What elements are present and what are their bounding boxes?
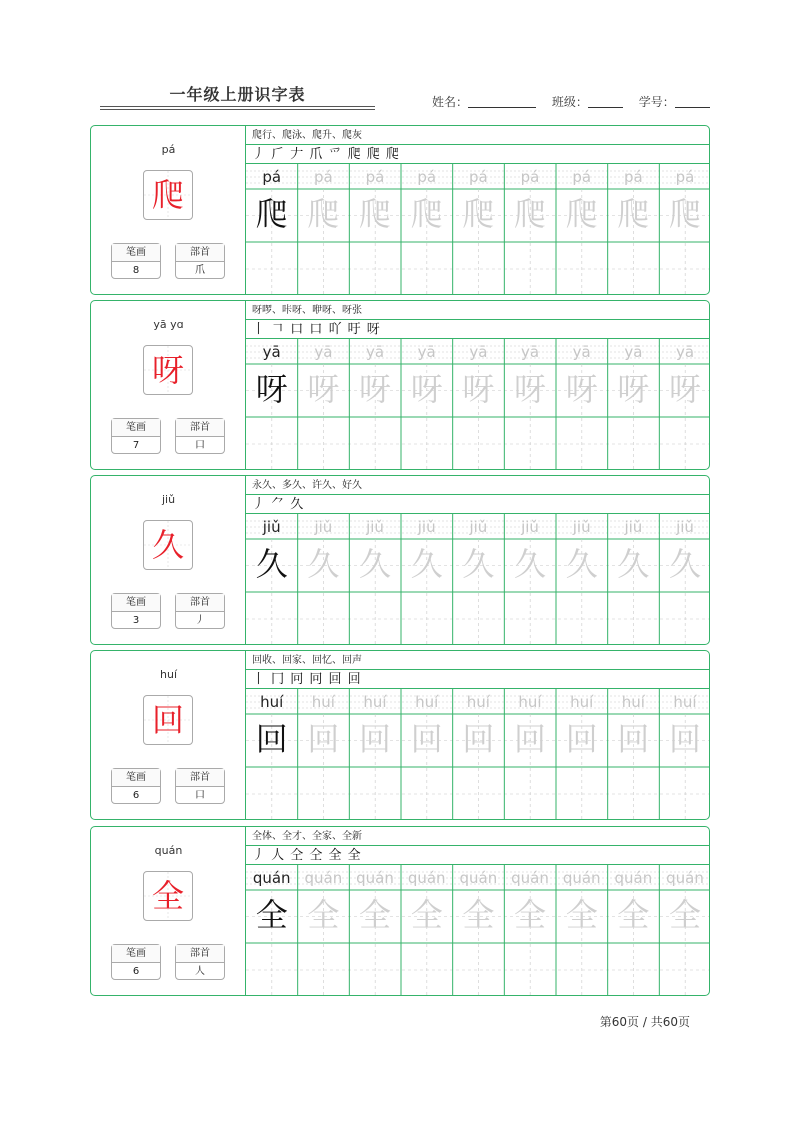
grid-pinyin: jiǔ: [624, 518, 643, 536]
stroke-count-box: [111, 768, 161, 804]
grid-pinyin: pá: [675, 168, 695, 186]
character-info-panel: [91, 651, 246, 819]
grid-hanzi: 全: [668, 896, 701, 934]
grid-hanzi: 呀: [307, 370, 340, 408]
grid-pinyin: quán: [666, 869, 704, 887]
radical-box: [175, 768, 225, 804]
grid-hanzi: 久: [358, 545, 391, 583]
grid-hanzi: 回: [307, 720, 340, 758]
character-large: 回: [151, 701, 184, 739]
example-words: 全体、全才、全家、全新: [246, 827, 710, 846]
grid-pinyin: yā: [365, 343, 385, 361]
grid-pinyin: jiǔ: [572, 518, 591, 536]
radical-value: 口: [195, 790, 205, 801]
radical-label: 部首: [176, 769, 224, 787]
grid-pinyin: huí: [260, 693, 284, 711]
stroke-count-label: 笔画: [112, 419, 160, 437]
radical-label: 部首: [176, 945, 224, 963]
grid-pinyin: pá: [417, 168, 437, 186]
page-title: 一年级上册识字表: [169, 85, 306, 104]
grid-hanzi: 回: [358, 720, 391, 758]
title-underline-2: [100, 109, 375, 110]
practice-panel: [246, 301, 710, 469]
grid-hanzi: 呀: [410, 370, 443, 408]
grid-hanzi: 呀: [255, 370, 288, 408]
character-info-panel: [91, 476, 246, 644]
character-large: 全: [151, 877, 184, 915]
stroke-count-label: 笔画: [112, 945, 160, 963]
grid-pinyin: pá: [365, 168, 385, 186]
grid-hanzi: 全: [617, 896, 650, 934]
grid-hanzi: 呀: [617, 370, 650, 408]
stroke-order: 丿 𠂆 𠂇 爪 爫 爬 爬 爬: [246, 145, 710, 164]
grid-pinyin: quán: [511, 869, 549, 887]
radical-label: 部首: [176, 244, 224, 262]
grid-hanzi: 全: [255, 896, 288, 934]
grid-hanzi: 回: [255, 720, 288, 758]
grid-pinyin: jiǔ: [417, 518, 436, 536]
grid-hanzi: 爬: [565, 195, 598, 233]
grid-pinyin: pá: [520, 168, 540, 186]
stroke-count-box: [111, 243, 161, 279]
student-no-label: 学号：: [638, 95, 675, 109]
grid-hanzi: 爬: [255, 195, 288, 233]
grid-hanzi: 全: [565, 896, 598, 934]
grid-hanzi: 爬: [410, 195, 443, 233]
grid-pinyin: huí: [311, 693, 335, 711]
character-card: [90, 125, 710, 295]
stroke-count-box: [111, 944, 161, 980]
grid-pinyin: quán: [356, 869, 394, 887]
example-words: 回收、回家、回忆、回声: [246, 651, 710, 670]
grid-hanzi: 全: [410, 896, 443, 934]
grid-pinyin: jiǔ: [262, 518, 281, 536]
stroke-count-label: 笔画: [112, 244, 160, 262]
character-card: [90, 826, 710, 996]
character-large: 呀: [151, 351, 184, 389]
stroke-order: 丨 𠃍 口 口 吖 吁 呀: [246, 320, 710, 339]
grid-hanzi: 呀: [358, 370, 391, 408]
practice-panel: [246, 476, 710, 644]
grid-hanzi: 全: [462, 896, 495, 934]
grid-hanzi: 久: [307, 545, 340, 583]
character-card: [90, 300, 710, 470]
character-pinyin: pá: [161, 143, 176, 156]
radical-value: 爪: [195, 265, 205, 276]
radical-box: [175, 593, 225, 629]
class-field[interactable]: [588, 95, 623, 108]
grid-pinyin: yā: [262, 343, 281, 361]
character-info-panel: [91, 827, 246, 995]
grid-pinyin: pá: [572, 168, 592, 186]
grid-pinyin: yā: [520, 343, 540, 361]
character-pinyin: quán: [154, 844, 183, 857]
grid-hanzi: 全: [358, 896, 391, 934]
character-pinyin: yā yɑ: [153, 318, 184, 331]
grid-hanzi: 久: [462, 545, 495, 583]
grid-hanzi: 呀: [462, 370, 495, 408]
character-pinyin: huí: [160, 668, 177, 681]
grid-hanzi: 回: [617, 720, 650, 758]
grid-hanzi: 久: [410, 545, 443, 583]
grid-hanzi: 回: [410, 720, 443, 758]
grid-hanzi: 呀: [513, 370, 546, 408]
title-underline-1: [100, 106, 375, 107]
grid-hanzi: 回: [462, 720, 495, 758]
grid-hanzi: 全: [513, 896, 546, 934]
grid-pinyin: jiǔ: [469, 518, 488, 536]
grid-pinyin: yā: [417, 343, 436, 361]
stroke-count-value: 7: [132, 440, 140, 451]
grid-hanzi: 爬: [513, 195, 546, 233]
character-display-box: [143, 871, 193, 921]
example-words: 爬行、爬泳、爬升、爬灰: [246, 126, 710, 145]
practice-panel: [246, 651, 710, 819]
page-number: 第60页 / 共60页: [599, 1015, 690, 1029]
grid-pinyin: huí: [673, 693, 697, 711]
grid-pinyin: pá: [469, 168, 488, 186]
grid-hanzi: 回: [565, 720, 598, 758]
grid-pinyin: quán: [407, 869, 446, 887]
grid-pinyin: quán: [304, 869, 343, 887]
stroke-order: 丿 人 仝 仝 全 全: [246, 846, 710, 865]
student-no-field[interactable]: [675, 95, 710, 108]
grid-pinyin: yā: [572, 343, 591, 361]
stroke-count-box: [111, 418, 161, 454]
stroke-count-label: 笔画: [112, 594, 160, 612]
character-large: 久: [151, 526, 184, 564]
grid-hanzi: 久: [617, 545, 650, 583]
grid-pinyin: yā: [624, 343, 643, 361]
grid-pinyin: pá: [624, 168, 643, 186]
character-large: 爬: [151, 176, 184, 214]
radical-box: [175, 418, 225, 454]
grid-hanzi: 久: [565, 545, 598, 583]
grid-pinyin: huí: [466, 693, 490, 711]
character-display-box: [143, 695, 193, 745]
stroke-count-box: [111, 593, 161, 629]
grid-pinyin: quán: [459, 869, 498, 887]
radical-value: 口: [195, 440, 205, 451]
grid-pinyin: huí: [621, 693, 645, 711]
radical-label: 部首: [176, 419, 224, 437]
grid-pinyin: jiǔ: [521, 518, 539, 536]
stroke-count-value: 6: [132, 790, 140, 801]
character-info-panel: [91, 126, 246, 294]
radical-box: [175, 944, 225, 980]
class-label: 班级：: [551, 95, 588, 109]
grid-hanzi: 呀: [668, 370, 701, 408]
character-display-box: [143, 520, 193, 570]
grid-hanzi: 回: [513, 720, 546, 758]
grid-pinyin: yā: [314, 343, 333, 361]
grid-hanzi: 久: [255, 545, 288, 583]
grid-hanzi: 久: [668, 545, 701, 583]
example-words: 呀啰、咔呀、咿呀、呀张: [246, 301, 710, 320]
grid-pinyin: jiǔ: [676, 518, 694, 536]
character-display-box: [143, 170, 193, 220]
grid-pinyin: pá: [314, 168, 333, 186]
name-label: 姓名：: [432, 95, 469, 109]
grid-pinyin: pá: [262, 168, 282, 186]
grid-hanzi: 爬: [668, 195, 701, 233]
character-display-box: [143, 345, 193, 395]
grid-hanzi: 全: [307, 896, 340, 934]
grid-hanzi: 爬: [358, 195, 391, 233]
student-info: [432, 93, 710, 110]
grid-hanzi: 爬: [462, 195, 495, 233]
stroke-count-value: 3: [132, 615, 140, 626]
grid-hanzi: 爬: [307, 195, 340, 233]
grid-pinyin: quán: [614, 869, 653, 887]
grid-pinyin: huí: [570, 693, 594, 711]
grid-pinyin: huí: [518, 693, 542, 711]
stroke-order: 丿 ⺈ 久: [246, 495, 710, 514]
grid-hanzi: 爬: [617, 195, 650, 233]
stroke-count-value: 6: [132, 966, 140, 977]
grid-pinyin: jiǔ: [366, 518, 384, 536]
grid-pinyin: jiǔ: [314, 518, 333, 536]
grid-hanzi: 久: [513, 545, 546, 583]
character-card: [90, 475, 710, 645]
stroke-count-value: 8: [132, 265, 140, 276]
grid-pinyin: yā: [469, 343, 488, 361]
grid-pinyin: quán: [252, 869, 291, 887]
character-info-panel: [91, 301, 246, 469]
radical-value: 人: [195, 966, 205, 977]
stroke-count-label: 笔画: [112, 769, 160, 787]
grid-hanzi: 呀: [565, 370, 598, 408]
grid-hanzi: 回: [668, 720, 701, 758]
example-words: 永久、多久、许久、好久: [246, 476, 710, 495]
practice-panel: [246, 126, 710, 294]
radical-label: 部首: [176, 594, 224, 612]
name-field[interactable]: [468, 95, 536, 108]
stroke-order: 丨 冂 冋 冋 回 回: [246, 670, 710, 689]
character-card: [90, 650, 710, 820]
grid-pinyin: yā: [675, 343, 695, 361]
radical-box: [175, 243, 225, 279]
grid-pinyin: quán: [562, 869, 601, 887]
radical-value: 丿: [195, 615, 205, 626]
grid-pinyin: huí: [363, 693, 387, 711]
practice-panel: [246, 827, 710, 995]
character-pinyin: jiǔ: [161, 493, 176, 506]
grid-pinyin: huí: [415, 693, 439, 711]
